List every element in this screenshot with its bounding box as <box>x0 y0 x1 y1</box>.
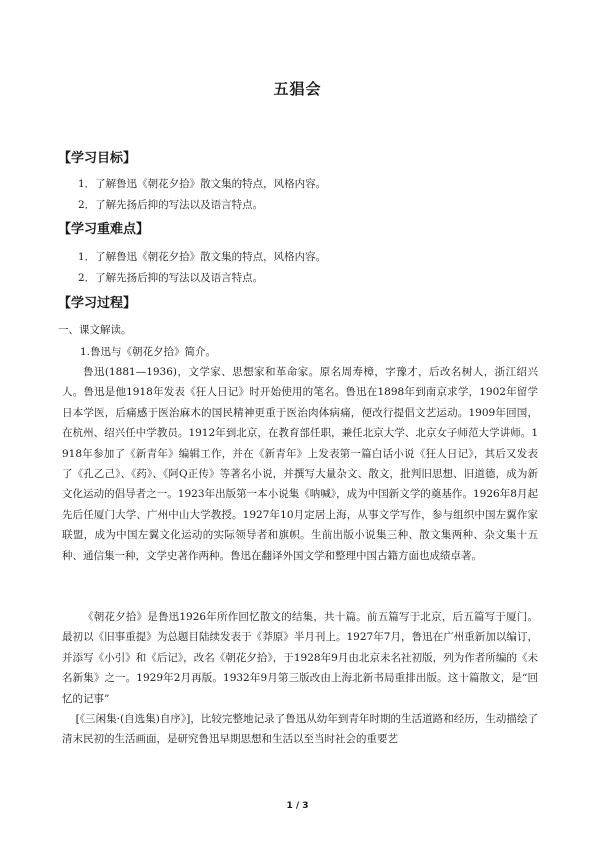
page-number: 1 / 3 <box>286 801 309 811</box>
sub-one-heading: 1.鲁迅与《朝花夕拾》简介。 <box>80 346 217 358</box>
objectives-heading: 【学习目标】 <box>58 151 137 166</box>
key-points-heading: 【学习重难点】 <box>58 222 150 237</box>
process-heading: 【学习过程】 <box>58 296 137 311</box>
objective-item-2: 2．了解先扬后抑的写法以及语言特点。 <box>78 199 264 211</box>
objective-item-1: 1．了解鲁迅《朝花夕拾》散文集的特点，风格内容。 <box>78 178 327 190</box>
key-point-item-2: 2．了解先扬后抑的写法以及语言特点。 <box>78 272 264 284</box>
paragraph-self-preface: [《三闲集·(自选集)自序》]，比较完整地记录了鲁迅从幼年到青年时期的生活道路和经历，生动描绘了清末民初的生活画面，是研究鲁迅早期思想和生活以至当时社会的重要艺 <box>62 713 538 746</box>
part-one-heading: 一、课文解读。 <box>58 324 132 336</box>
document-title: 五猖会 <box>273 80 322 98</box>
key-point-item-1: 1．了解鲁迅《朝花夕拾》散文集的特点，风格内容。 <box>78 251 327 263</box>
paragraph-lu-xun-bio: 鲁迅(1881—1936)，文学家、思想家和革命家。原名周寿樟，字豫才，后改名树人，浙江绍兴人。鲁迅是他1918年发表《狂人日记》时开始使用的笔名。鲁迅在1898年到南京求学，1902年留学日本学医，后痛感于医治麻木的国民精神更重于医治肉体病痛，便改行提倡文艺运动。1909年回国，在杭州、绍兴任中学教员。1912年到北京，在教育部任职，兼任北京大学、北京女子师范大学讲师。1918年参加了《新青年》编辑工作，并在《新青年》上发表第一篇白话小说《狂人日记》，其后又发表了《孔乙己》、《药》、《阿Q正传》等著名小说，并撰写大量杂文、散文，批判旧思想、旧道德，成为新文化运动的倡导者之一。1923年出版第一本小说集《呐喊》，成为中国新文学的奠基作。1926年8月起先后任厦门大学、广州中山大学教授。1927年10月定居上海，从事文学写作，参与组织中国左翼作家联盟，成为中国左翼文化运动的实际领导者和旗帜。生前出版小说集三种、散文集两种、杂文集十五种、通信集一种，文学史著作两种。鲁迅在翻译外国文学和整理中国古籍方面也成绩卓著。 <box>62 366 538 562</box>
paragraph-zhaohua-xishi: 《朝花夕拾》是鲁迅1926年所作回忆散文的结集，共十篇。前五篇写于北京，后五篇写于厦门。最初以《旧事重提》为总题目陆续发表于《莽原》半月刊上。1927年7月，鲁迅在广州重新加以编订，并添写《小引》和《后记》，改名《朝花夕拾》，于1928年9月由北京未名社初版，列为作者所编的《未名新集》之一。1929年2月再版。1932年9月第三版改由上海北新书局重排出版。这十篇散文，是“回忆的记事” <box>62 611 538 705</box>
